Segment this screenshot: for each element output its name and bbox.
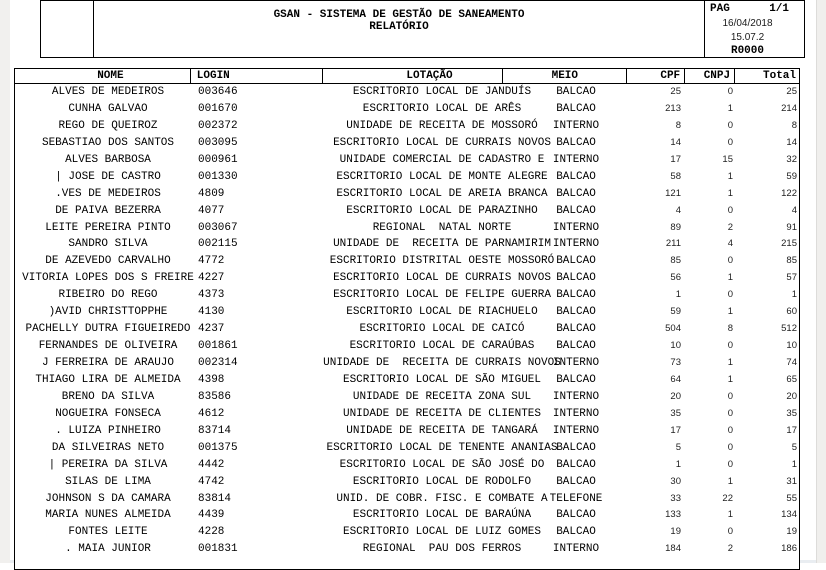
cell-cpf: 184 — [665, 543, 681, 555]
cell-cnpj: 2 — [727, 543, 733, 555]
report-date: 16/04/2018 — [722, 18, 773, 29]
cell-meio: BALCAO — [556, 526, 596, 539]
cell-lotacao: UNIDADE DE RECEITA DE CURRAIS NOVOS — [323, 357, 561, 369]
cell-login: 003646 — [198, 86, 238, 98]
cell-lotacao: REGIONAL NATAL NORTE — [372, 221, 512, 234]
cell-total: 32 — [786, 153, 797, 165]
cell-login: 4077 — [198, 204, 225, 217]
cell-lotacao: UNIDADE DE RECEITA DE TANGARÁ — [346, 424, 538, 437]
cell-lotacao: ESCRITORIO LOCAL DE SÃO JOSÉ DO — [339, 458, 545, 471]
cell-meio: INTERNO — [552, 221, 600, 234]
cell-cnpj: 0 — [727, 458, 733, 470]
cell-lotacao: ESCRITORIO LOCAL DE AREIA BRANCA — [336, 187, 548, 200]
cell-lotacao: ESCRITORIO LOCAL DE MONTE ALEGRE — [336, 170, 548, 183]
cell-nome: NOGUEIRA FONSECA — [55, 407, 161, 420]
cell-cpf: 504 — [665, 323, 681, 335]
cell-cnpj: 1 — [727, 357, 733, 368]
cell-nome: .VES DE MEDEIROS — [55, 187, 161, 200]
table-row — [15, 423, 799, 440]
report-title — [94, 1, 704, 57]
cell-lotacao: ESCRITORIO LOCAL DE RODOLFO — [352, 475, 532, 488]
cell-total: 215 — [781, 238, 797, 250]
cell-cpf: 58 — [670, 170, 681, 182]
cell-meio: BALCAO — [556, 204, 596, 217]
cell-cpf: 64 — [670, 373, 681, 385]
cell-login: 4772 — [198, 255, 225, 268]
table-row — [15, 440, 799, 457]
cell-total: 59 — [786, 170, 797, 182]
cell-nome: DE PAIVA BEZERRA — [55, 204, 161, 217]
cell-nome: THIAGO LIRA DE ALMEIDA — [35, 373, 181, 386]
report-info-cell — [704, 1, 804, 57]
cell-cnpj: 0 — [727, 119, 733, 131]
cell-lotacao: ESCRITORIO LOCAL DE ARÊS — [362, 102, 522, 115]
cell-cnpj: 4 — [727, 238, 733, 250]
pag-label: PAG — [710, 3, 730, 15]
cell-cnpj: 0 — [727, 407, 733, 419]
cell-login: 4809 — [198, 187, 225, 200]
cell-lotacao: ESCRITORIO LOCAL DE PARAZINHO — [346, 204, 538, 217]
cell-nome: REGO DE QUEIROZ — [58, 119, 158, 132]
table-row — [15, 236, 799, 253]
cell-cpf: 17 — [670, 424, 681, 436]
cell-lotacao: ESCRITORIO DISTRITAL OESTE MOSSORÓ — [329, 255, 555, 268]
cell-cpf: 20 — [670, 390, 681, 402]
cell-login: 4442 — [198, 458, 225, 471]
cell-total: 134 — [781, 509, 797, 521]
cell-total: 31 — [786, 475, 797, 487]
cell-cnpj: 1 — [727, 102, 733, 114]
cell-meio: BALCAO — [556, 373, 596, 386]
table-row — [15, 541, 799, 558]
cell-total: 512 — [781, 323, 797, 335]
cell-nome: DE AZEVEDO CARVALHO — [45, 255, 171, 268]
scrollbar-track[interactable] — [816, 0, 826, 563]
page-indicator — [705, 3, 804, 17]
report-table — [14, 68, 800, 570]
table-row — [15, 372, 799, 389]
cell-meio: INTERNO — [552, 119, 600, 132]
cell-total: 91 — [786, 221, 797, 233]
cell-nome: LEITE PEREIRA PINTO — [45, 221, 171, 234]
cell-login: 003067 — [198, 221, 238, 234]
table-row — [15, 84, 799, 101]
cell-meio: BALCAO — [556, 86, 596, 98]
cell-cpf: 8 — [675, 119, 681, 131]
cell-nome: RIBEIRO DO REGO — [58, 289, 158, 302]
cell-lotacao: ESCRITORIO LOCAL DE FELIPE GUERRA — [333, 289, 551, 302]
cell-cnpj: 0 — [727, 136, 733, 148]
cell-total: 17 — [786, 424, 797, 436]
cell-cpf: 59 — [670, 306, 681, 318]
cell-cnpj: 15 — [722, 153, 733, 165]
cell-total: 5 — [791, 441, 797, 453]
cell-cnpj: 0 — [727, 441, 733, 453]
cell-login: 001330 — [198, 170, 238, 183]
cell-cpf: 133 — [665, 509, 681, 521]
cell-cnpj: 22 — [722, 492, 733, 504]
table-body — [15, 84, 799, 558]
column-header-lotacao: LOTAÇÃO — [323, 69, 504, 83]
cell-nome: SILAS DE LIMA — [65, 475, 151, 488]
cell-total: 4 — [791, 204, 797, 216]
cell-cnpj: 0 — [727, 424, 733, 436]
table-row — [15, 135, 799, 152]
cell-cpf: 85 — [670, 255, 681, 267]
cell-login: 4228 — [198, 526, 225, 539]
cell-login: 000961 — [198, 153, 238, 166]
table-row — [15, 507, 799, 524]
cell-login: 001861 — [198, 340, 238, 353]
cell-nome: CUNHA GALVAO — [68, 102, 148, 115]
cell-login: 002314 — [198, 357, 238, 369]
cell-nome: SANDRO SILVA — [68, 238, 148, 251]
table-row — [15, 338, 799, 355]
cell-total: 122 — [781, 187, 797, 199]
table-row — [15, 270, 799, 287]
table-row — [15, 524, 799, 541]
cell-cpf: 10 — [670, 340, 681, 352]
cell-meio: BALCAO — [556, 289, 596, 302]
page-left-margin — [0, 0, 10, 563]
cell-meio: BALCAO — [556, 306, 596, 319]
cell-login: 4742 — [198, 475, 225, 488]
cell-total: 186 — [781, 543, 797, 555]
cell-login: 002372 — [198, 119, 238, 132]
table-row — [15, 491, 799, 508]
cell-login: 4398 — [198, 373, 225, 386]
cell-total: 55 — [786, 492, 797, 504]
cell-cnpj: 0 — [727, 340, 733, 352]
cell-cpf: 89 — [670, 221, 681, 233]
table-row — [15, 203, 799, 220]
cell-cnpj: 0 — [727, 390, 733, 402]
table-row — [15, 406, 799, 423]
cell-cpf: 25 — [670, 86, 681, 97]
cell-nome: | JOSE DE CASTRO — [55, 170, 161, 183]
cell-meio: BALCAO — [556, 475, 596, 488]
cell-nome: PACHELLY DUTRA FIGUEIREDO — [25, 323, 191, 336]
cell-nome: SEBASTIAO DOS SANTOS — [41, 136, 175, 149]
cell-meio: BALCAO — [556, 272, 596, 285]
pag-value: 1/1 — [769, 3, 789, 15]
cell-lotacao: UNID. DE COBR. FISC. E COMBATE A — [336, 492, 548, 505]
cell-total: 57 — [786, 272, 797, 284]
cell-lotacao: ESCRITORIO LOCAL DE LUIZ GOMES — [342, 526, 542, 539]
table-row — [15, 152, 799, 169]
column-header-nome: NOME — [15, 69, 191, 83]
cell-lotacao: ESCRITORIO LOCAL DE CAICÓ — [359, 323, 525, 336]
table-header-row — [15, 69, 799, 84]
report-code: R0000 — [730, 45, 764, 57]
table-row — [15, 186, 799, 203]
cell-login: 4373 — [198, 289, 225, 302]
cell-total: 65 — [786, 373, 797, 385]
report-title-line2: RELATÓRIO — [369, 21, 429, 33]
cell-total: 85 — [786, 255, 797, 267]
cell-cpf: 1 — [675, 458, 681, 470]
cell-meio: BALCAO — [556, 458, 596, 471]
table-row — [15, 101, 799, 118]
cell-total: 214 — [781, 102, 797, 114]
column-header-total: Total — [763, 70, 797, 82]
cell-total: 8 — [791, 119, 797, 131]
table-row — [15, 169, 799, 186]
table-row — [15, 118, 799, 135]
cell-total: 25 — [786, 86, 797, 97]
cell-lotacao: ESCRITORIO LOCAL DE CARAÚBAS — [349, 340, 535, 353]
cell-total: 74 — [786, 357, 797, 368]
cell-total: 1 — [791, 289, 797, 301]
cell-login: 4130 — [198, 306, 225, 319]
cell-cpf: 35 — [670, 407, 681, 419]
cell-cnpj: 0 — [727, 204, 733, 216]
cell-lotacao: ESCRITORIO LOCAL DE TENENTE ANANIAS — [326, 441, 558, 454]
cell-cpf: 19 — [670, 526, 681, 538]
cell-login: 4237 — [198, 323, 225, 336]
cell-lotacao: UNIDADE COMERCIAL DE CADASTRO E — [339, 153, 545, 166]
report-title-line1: GSAN - SISTEMA DE GESTÃO DE SANEAMENTO — [273, 9, 525, 21]
cell-meio: BALCAO — [556, 170, 596, 183]
column-header-meio: MEIO — [503, 69, 627, 83]
cell-login: 002115 — [198, 238, 238, 251]
cell-cnpj: 0 — [727, 289, 733, 301]
cell-lotacao: UNIDADE DE RECEITA DE PARNAMIRIM — [333, 238, 551, 251]
cell-cpf: 30 — [670, 475, 681, 487]
cell-cpf: 33 — [670, 492, 681, 504]
cell-lotacao: ESCRITORIO LOCAL DE RIACHUELO — [346, 306, 538, 319]
cell-meio: INTERNO — [552, 153, 600, 166]
cell-meio: BALCAO — [556, 323, 596, 336]
cell-nome: MARIA NUNES ALMEIDA — [45, 509, 171, 522]
cell-total: 19 — [786, 526, 797, 538]
cell-login: 83814 — [198, 492, 232, 505]
cell-meio: INTERNO — [552, 543, 600, 556]
cell-total: 60 — [786, 306, 797, 318]
cell-login: 001375 — [198, 441, 238, 454]
report-version: 15.07.2 — [730, 32, 765, 43]
cell-meio: BALCAO — [556, 102, 596, 115]
cell-lotacao: UNIDADE DE RECEITA DE MOSSORÓ — [346, 119, 538, 132]
cell-nome: JOHNSON S DA CAMARA — [45, 492, 171, 505]
table-row — [15, 355, 799, 372]
cell-meio: BALCAO — [556, 255, 596, 268]
column-header-cpf: CPF — [627, 69, 685, 83]
cell-cnpj: 1 — [727, 509, 733, 521]
table-row — [15, 389, 799, 406]
cell-nome: . MAIA JUNIOR — [65, 543, 151, 556]
cell-cnpj: 0 — [727, 255, 733, 267]
cell-meio: BALCAO — [556, 136, 596, 149]
cell-login: 83714 — [198, 424, 232, 437]
cell-cnpj: 1 — [727, 475, 733, 487]
cell-cpf: 121 — [665, 187, 681, 199]
cell-cpf: 73 — [670, 357, 681, 368]
cell-lotacao: REGIONAL PAU DOS FERROS — [362, 543, 522, 556]
cell-meio: TELEFONE — [549, 492, 603, 505]
cell-nome: . LUIZA PINHEIRO — [55, 424, 161, 437]
cell-lotacao: ESCRITORIO LOCAL DE JANDUÍS — [352, 86, 532, 98]
cell-nome: FERNANDES DE OLIVEIRA — [38, 340, 178, 353]
cell-nome: BRENO DA SILVA — [61, 390, 155, 403]
cell-cpf: 14 — [670, 136, 681, 148]
table-row — [15, 321, 799, 338]
table-row — [15, 304, 799, 321]
cell-lotacao: ESCRITORIO LOCAL DE BARAÚNA — [352, 509, 532, 522]
cell-cnpj: 1 — [727, 170, 733, 182]
cell-cpf: 1 — [675, 289, 681, 301]
cell-login: 003095 — [198, 136, 238, 149]
cell-total: 20 — [786, 390, 797, 402]
cell-cpf: 213 — [665, 102, 681, 114]
cell-lotacao: ESCRITORIO LOCAL DE CURRAIS NOVOS — [333, 272, 551, 285]
cell-login: 4227 — [198, 272, 225, 285]
cell-login: 001670 — [198, 102, 238, 115]
cell-login: 001831 — [198, 543, 238, 556]
cell-cpf: 17 — [670, 153, 681, 165]
cell-total: 10 — [786, 340, 797, 352]
cell-nome: | PEREIRA DA SILVA — [48, 458, 168, 471]
cell-total: 35 — [786, 407, 797, 419]
cell-nome: ALVES BARBOSA — [65, 153, 151, 166]
cell-cpf: 4 — [675, 204, 681, 216]
cell-meio: BALCAO — [556, 509, 596, 522]
cell-cpf: 5 — [675, 441, 681, 453]
cell-login: 83586 — [198, 390, 232, 403]
cell-meio: BALCAO — [556, 441, 596, 454]
cell-nome: )AVID CHRISTTOPPHE — [48, 306, 168, 319]
cell-cnpj: 8 — [727, 323, 733, 335]
cell-cpf: 56 — [670, 272, 681, 284]
cell-cpf: 211 — [665, 238, 681, 250]
cell-cnpj: 0 — [727, 86, 733, 97]
column-header-login: LOGIN — [191, 69, 323, 83]
cell-lotacao: UNIDADE DE RECEITA DE CLIENTES — [342, 407, 542, 420]
cell-nome: J FERREIRA DE ARAUJO — [41, 357, 175, 369]
cell-login: 4439 — [198, 509, 225, 522]
table-row — [15, 474, 799, 491]
cell-cnpj: 1 — [727, 306, 733, 318]
cell-lotacao: UNIDADE DE RECEITA ZONA SUL — [352, 390, 532, 403]
cell-cnpj: 2 — [727, 221, 733, 233]
cell-meio: INTERNO — [552, 424, 600, 437]
table-row — [15, 287, 799, 304]
cell-lotacao: ESCRITORIO LOCAL DE CURRAIS NOVOS — [333, 136, 551, 149]
cell-lotacao: ESCRITORIO LOCAL DE SÃO MIGUEL — [342, 373, 542, 386]
cell-meio: INTERNO — [552, 390, 600, 403]
cell-nome: VITORIA LOPES DOS S FREIRE — [22, 272, 194, 285]
cell-cnpj: 1 — [727, 187, 733, 199]
cell-total: 1 — [791, 458, 797, 470]
cell-cnpj: 0 — [727, 526, 733, 538]
logo-cell — [41, 1, 94, 57]
cell-nome: FONTES LEITE — [68, 526, 148, 539]
cell-cnpj: 1 — [727, 373, 733, 385]
report-header — [40, 0, 805, 58]
cell-meio: BALCAO — [556, 187, 596, 200]
cell-login: 4612 — [198, 407, 225, 420]
table-row — [15, 457, 799, 474]
cell-total: 14 — [786, 136, 797, 148]
cell-nome: ALVES DE MEDEIROS — [51, 86, 165, 98]
table-row — [15, 253, 799, 270]
cell-meio: INTERNO — [552, 238, 600, 251]
cell-meio: INTERNO — [552, 357, 600, 369]
cell-meio: BALCAO — [556, 340, 596, 353]
column-header-cnpj: CNPJ — [685, 69, 735, 83]
cell-cnpj: 1 — [727, 272, 733, 284]
cell-nome: DA SILVEIRAS NETO — [51, 441, 165, 454]
table-row — [15, 220, 799, 237]
cell-meio: INTERNO — [552, 407, 600, 420]
